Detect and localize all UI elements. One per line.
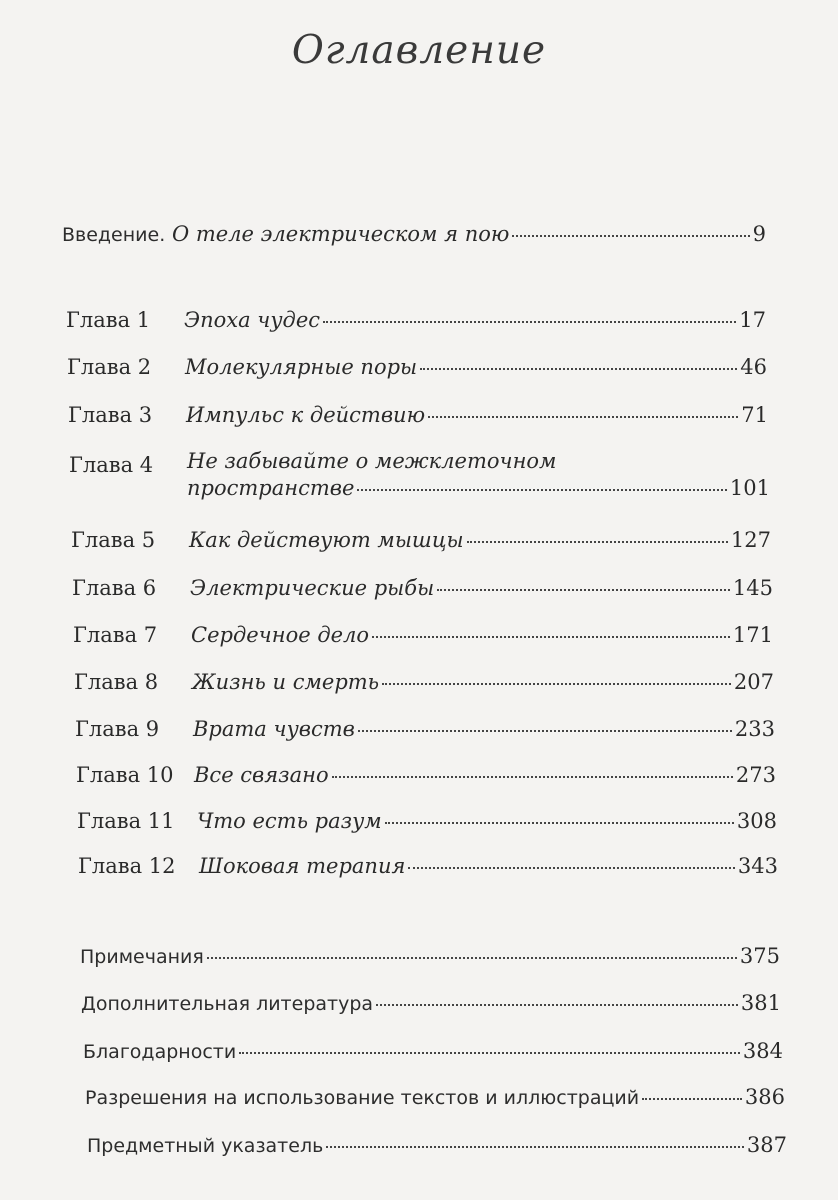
leader-dots	[332, 776, 733, 778]
chapter-label: Глава 2	[67, 355, 152, 379]
chapter-label: Глава 9	[75, 717, 160, 741]
toc-entry-intro[interactable]	[62, 222, 766, 246]
page-number: 145	[732, 576, 773, 600]
leader-dots	[376, 1004, 738, 1006]
leader-dots	[420, 368, 737, 370]
page-number: 71	[741, 403, 768, 427]
chapter-title-line-1: Не забывайте о межклеточном	[187, 449, 557, 473]
toc-entry-chapter-1[interactable]	[66, 308, 766, 332]
chapter-title: Что есть разум	[197, 809, 382, 833]
page-number: 233	[734, 717, 775, 741]
chapter-label: Глава 10	[76, 763, 174, 787]
back-matter-title: Разрешения на использование текстов и иллюстраций	[85, 1087, 640, 1109]
page-number: 387	[746, 1133, 787, 1157]
toc-entry-further-reading[interactable]	[81, 991, 781, 1015]
chapter-title: Эпоха чудес	[184, 308, 321, 332]
leader-dots	[372, 636, 730, 638]
back-matter-title: Благодарности	[83, 1041, 237, 1063]
page-number: 375	[739, 944, 780, 968]
chapter-title: Импульс к действию	[186, 403, 426, 427]
chapter-title: Жизнь и смерть	[192, 670, 380, 694]
chapter-label: Глава 6	[72, 576, 157, 600]
toc-entry-permissions[interactable]	[85, 1085, 785, 1109]
leader-dots	[239, 1052, 740, 1054]
page-number: 207	[733, 670, 774, 694]
leader-dots	[382, 683, 731, 685]
chapter-label: Глава 3	[68, 403, 153, 427]
page-number: 171	[732, 623, 773, 647]
page-number: 386	[744, 1085, 785, 1109]
page-number: 381	[740, 991, 781, 1015]
chapter-title: Врата чувств	[193, 717, 355, 741]
page-number: 46	[740, 355, 767, 379]
leader-dots	[385, 822, 734, 824]
leader-dots	[428, 416, 738, 418]
chapter-title: Шоковая терапия	[199, 854, 406, 878]
chapter-label: Глава 5	[71, 528, 156, 552]
toc-entry-chapter-3[interactable]	[68, 403, 768, 427]
intro-title: О теле электрическом я пою	[171, 222, 510, 246]
toc-entry-chapter-6[interactable]	[72, 576, 773, 600]
toc-entry-chapter-5[interactable]	[71, 528, 771, 552]
chapter-title: Молекулярные поры	[185, 355, 418, 379]
page-number: 343	[737, 854, 778, 878]
toc-entry-chapter-7[interactable]	[73, 623, 773, 647]
toc-entry-chapter-8[interactable]	[74, 670, 774, 694]
leader-dots	[467, 541, 728, 543]
leader-dots	[207, 957, 737, 959]
toc-entry-index[interactable]	[87, 1133, 787, 1157]
leader-dots	[326, 1146, 744, 1148]
page-number: 308	[736, 809, 777, 833]
page-number: 101	[729, 476, 770, 500]
back-matter-title: Примечания	[80, 946, 204, 968]
toc-entry-chapter-2[interactable]	[67, 355, 767, 379]
back-matter-title: Предметный указатель	[87, 1135, 324, 1157]
chapter-label: Глава 8	[74, 670, 159, 694]
leader-dots	[437, 589, 730, 591]
page-number: 273	[735, 763, 776, 787]
leader-dots	[512, 235, 749, 237]
toc-entry-chapter-11[interactable]	[77, 809, 777, 833]
page-number: 384	[742, 1039, 783, 1063]
chapter-label: Глава 12	[78, 854, 176, 878]
toc-entry-notes[interactable]	[80, 944, 780, 968]
chapter-label: Глава 1	[66, 308, 151, 332]
toc-entry-chapter-9[interactable]	[75, 717, 775, 741]
chapter-label: Глава 4	[69, 453, 154, 477]
toc-entry-chapter-10[interactable]	[76, 763, 776, 787]
leader-dots	[642, 1098, 742, 1100]
chapter-title-line-2: пространстве	[187, 476, 355, 500]
chapter-title: Сердечное дело	[191, 623, 370, 647]
chapter-label: Глава 11	[77, 809, 175, 833]
back-matter-title: Дополнительная литература	[81, 993, 374, 1015]
leader-dots	[323, 321, 736, 323]
toc-entry-acknowledgements[interactable]	[83, 1039, 783, 1063]
page-number: 17	[739, 308, 766, 332]
chapter-label: Глава 7	[73, 623, 158, 647]
toc-entry-chapter-12[interactable]	[78, 854, 778, 878]
leader-dots	[358, 730, 732, 732]
intro-label: Введение.	[62, 224, 166, 246]
chapter-title: Все связано	[194, 763, 329, 787]
page-number: 9	[752, 222, 766, 246]
leader-dots	[357, 489, 727, 491]
chapter-title: Электрические рыбы	[190, 576, 435, 600]
chapter-title: Как действуют мышцы	[189, 528, 464, 552]
page-number: 127	[730, 528, 771, 552]
page-title: Оглавление	[291, 28, 547, 73]
leader-dots	[408, 867, 735, 869]
